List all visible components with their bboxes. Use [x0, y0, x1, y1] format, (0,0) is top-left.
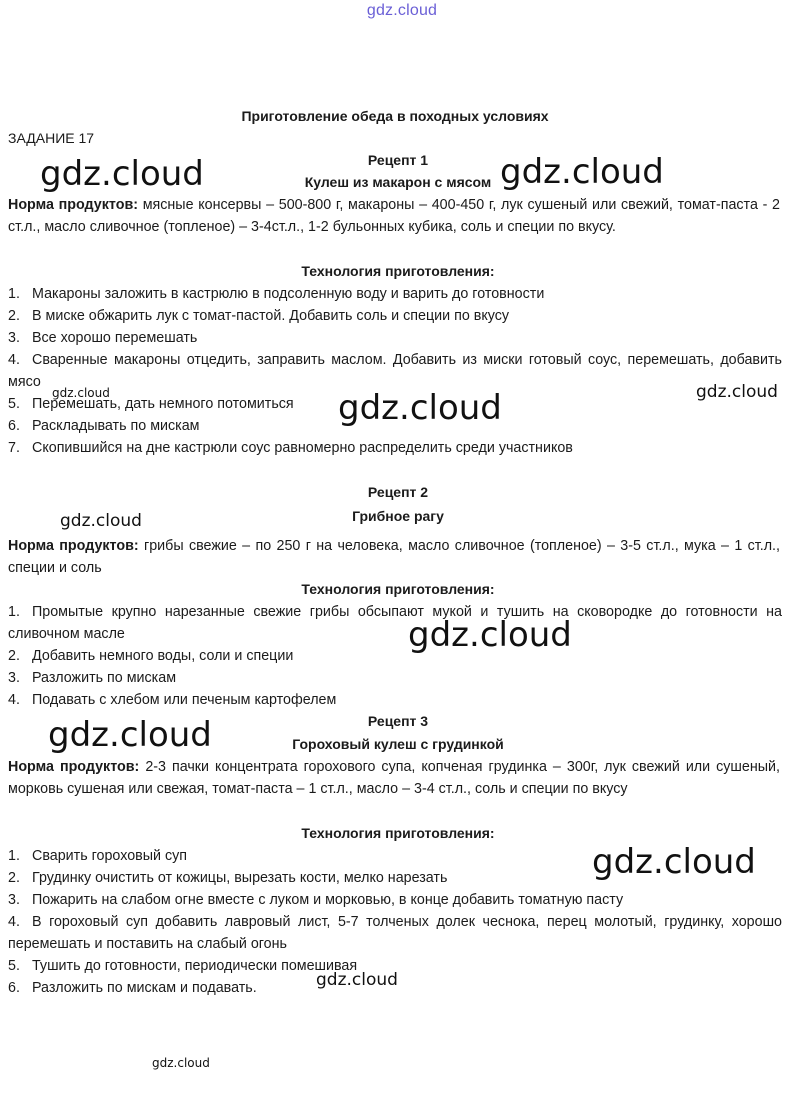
watermark: gdz.cloud	[316, 970, 398, 990]
list-item	[8, 601, 782, 645]
recipe-3-norm-label: Норма продуктов:	[8, 759, 140, 775]
recipe-2-number: Рецепт 2	[367, 484, 429, 500]
step-text: Пожарить на слабом огне вместе с луком и морковью, в конце добавить томатную пасту	[32, 892, 624, 908]
recipe-2-steps	[8, 601, 782, 711]
step-number: 3.	[8, 892, 20, 908]
watermark: gdz.cloud	[338, 388, 502, 428]
recipe-2-tech-heading: Технология приготовления:	[301, 581, 495, 597]
recipe-1-tech-heading: Технология приготовления:	[301, 263, 495, 279]
list-item	[8, 283, 782, 305]
recipe-2-norm-label: Норма продуктов:	[8, 538, 139, 554]
recipe-1-name: Кулеш из макарон с мясом	[304, 174, 492, 190]
step-text: Макароны заложить в кастрюлю в подсоленную воду и варить до готовности	[32, 286, 545, 302]
step-text: В гороховый суп добавить лавровый лист, 5-7 толченых долек чеснока, перец молотый, грудинку, хорошо перемешать и поставить на слабый огонь	[8, 914, 782, 952]
step-number: 1.	[8, 286, 20, 302]
step-text: Подавать с хлебом или печеным картофелем	[32, 692, 337, 708]
task-label: ЗАДАНИЕ 17	[8, 130, 95, 146]
step-text: Все хорошо перемешать	[32, 330, 198, 346]
list-item	[8, 437, 782, 459]
recipe-1-norm-label: Норма продуктов:	[8, 197, 138, 213]
list-item	[8, 645, 782, 667]
watermark: gdz.cloud	[696, 382, 778, 402]
step-number: 6.	[8, 980, 20, 996]
recipe-2-name: Грибное рагу	[352, 508, 444, 524]
watermark: gdz.cloud	[48, 715, 212, 755]
step-text: Добавить немного воды, соли и специи	[32, 648, 294, 664]
step-number: 4.	[8, 914, 20, 930]
recipe-1-number: Рецепт 1	[367, 152, 429, 168]
header-watermark: gdz.cloud	[366, 2, 438, 19]
list-item	[8, 667, 782, 689]
step-number: 4.	[8, 692, 20, 708]
step-text: Промытые крупно нарезанные свежие грибы обсыпают мукой и тушить на сковородке до готовности на сливочном масле	[8, 604, 782, 642]
step-text: Разложить по мискам	[32, 670, 177, 686]
list-item	[8, 305, 782, 327]
step-number: 1.	[8, 604, 20, 620]
watermark: gdz.cloud	[152, 1056, 210, 1070]
step-text: Грудинку очистить от кожицы, вырезать кости, мелко нарезать	[32, 870, 448, 886]
watermark: gdz.cloud	[500, 152, 664, 192]
recipe-1-norm	[8, 194, 780, 238]
list-item	[8, 889, 782, 911]
step-number: 2.	[8, 648, 20, 664]
step-text: Тушить до готовности, периодически помешивая	[32, 958, 358, 974]
recipe-1-steps	[8, 283, 782, 459]
recipe-2-norm-text: грибы свежие – по 250 г на человека, масло сливочное (топленое) – 3-5 ст.л., мука – 1 ст.л., специи и соль	[8, 538, 780, 576]
step-number: 7.	[8, 440, 20, 456]
step-number: 6.	[8, 418, 20, 434]
recipe-1-norm-text: мясные консервы – 500-800 г, макароны – 400-450 г, лук сушеный или свежий, томат-паста - 2 ст.л., масло сливочное (топленое) – 3-4ст.л., 1-2 бульонных кубика, соль и специи по вкусу.	[8, 197, 780, 235]
page-title: Приготовление обеда в походных условиях	[241, 108, 549, 124]
step-text: Перемешать, дать немного потомиться	[32, 396, 294, 412]
list-item	[8, 689, 782, 711]
step-text: Раскладывать по мискам	[32, 418, 200, 434]
step-number: 2.	[8, 870, 20, 886]
step-number: 3.	[8, 670, 20, 686]
recipe-3-number: Рецепт 3	[367, 713, 429, 729]
recipe-3-tech-heading: Технология приготовления:	[301, 825, 495, 841]
watermark: gdz.cloud	[408, 615, 572, 655]
step-text: Сваренные макароны отцедить, заправить маслом. Добавить из миски готовый соус, перемешать, добавить мясо	[8, 352, 782, 390]
step-text: Разложить по мискам и подавать.	[32, 980, 257, 996]
list-item	[8, 911, 782, 955]
step-number: 4.	[8, 352, 20, 368]
step-text: Скопившийся на дне кастрюли соус равномерно распределить среди участников	[32, 440, 573, 456]
step-number: 3.	[8, 330, 20, 346]
watermark: gdz.cloud	[52, 386, 110, 400]
watermark: gdz.cloud	[40, 154, 204, 194]
step-number: 1.	[8, 848, 20, 864]
list-item	[8, 327, 782, 349]
step-number: 5.	[8, 958, 20, 974]
list-item	[8, 349, 782, 393]
recipe-2-norm	[8, 535, 780, 579]
watermark: gdz.cloud	[592, 842, 756, 882]
step-text: Сварить гороховый суп	[32, 848, 188, 864]
watermark: gdz.cloud	[60, 511, 142, 531]
recipe-3-name: Гороховый кулеш с грудинкой	[292, 736, 504, 752]
step-text: В миске обжарить лук с томат-пастой. Добавить соль и специи по вкусу	[32, 308, 510, 324]
recipe-3-norm-text: 2-3 пачки концентрата горохового супа, копченая грудинка – 300г, лук свежий или сушеный, морковь сушеная или свежая, томат-паста – 1 ст.л., масло – 3-4 ст.л., соль и специи по вкусу	[8, 759, 780, 797]
step-number: 2.	[8, 308, 20, 324]
recipe-3-norm	[8, 756, 780, 800]
step-number: 5.	[8, 396, 20, 412]
